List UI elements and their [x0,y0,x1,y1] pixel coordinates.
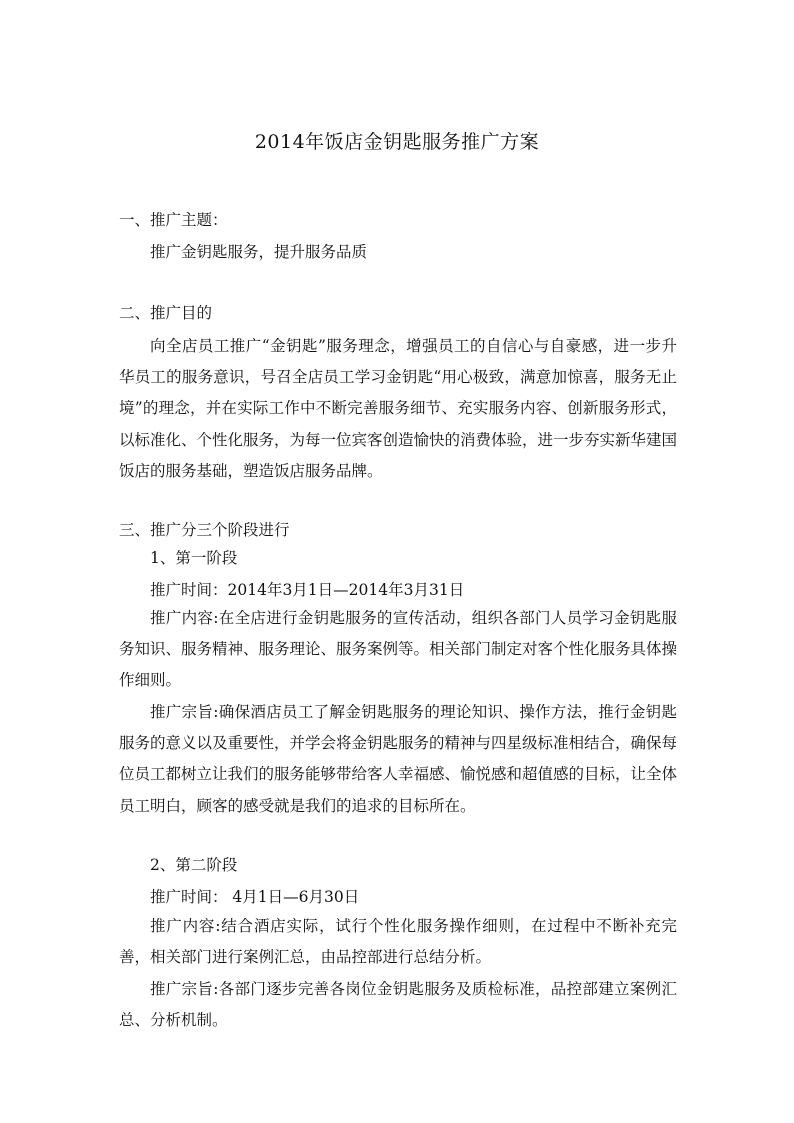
stage1-heading: 1、第一阶段 [150,549,238,567]
section1-heading: 一、推广主题： [119,211,228,229]
stage1-purpose: 推广宗旨:确保酒店员工了解金钥匙服务的理论知识、操作方法，推行金钥匙服务的意义以及重要性，并学会将金钥匙服务的精神与四星级标准相结合，确保每位员工都树立让我们的服务能够带给客人幸福感、愉悦感和超值感的目标，让全体员工明白，顾客的感受就是我们的追求的目标所在。 [119,703,678,815]
stage2-heading: 2、第二阶段 [150,856,238,874]
stage2-time: 推广时间： 4月1日—6月30日 [150,888,360,906]
section2-paragraph: 向全店员工推广“金钥匙”服务理念，增强员工的自信心与自豪感，进一步升华员工的服务意识，号召全店员工学习金钥匙“用心极致，满意加惊喜，服务无止境”的理念，并在实际工作中不断完善服务细节、充实服务内容、创新服务形式，以标准化、个性化服务，为每一位宾客创造愉快的消费体验，进一步夯实新华建国饭店的服务基础，塑造饭店服务品牌。 [119,337,678,480]
stage2-content: 推广内容:结合酒店实际，试行个性化服务操作细则，在过程中不断补充完善，相关部门进行案例汇总，由品控部进行总结分析。 [119,917,677,967]
stage1-time: 推广时间：2014年3月1日—2014年3月31日 [150,581,465,599]
document-title: 2014年饭店金钥匙服务推广方案 [254,131,540,153]
section1-text: 推广金钥匙服务，提升服务品质 [150,243,368,261]
stage1-content: 推广内容:在全店进行金钥匙服务的宣传活动，组织各部门人员学习金钥匙服务知识、服务精神、服务理论、服务案例等。相关部门制定对客个性化服务具体操作细则。 [119,609,678,690]
section2-heading: 二、推广目的 [119,304,213,322]
stage2-purpose: 推广宗旨:各部门逐步完善各岗位金钥匙服务及质检标准，品控部建立案例汇总、分析机制。 [119,980,677,1030]
section3-heading: 三、推广分三个阶段进行 [119,521,290,539]
